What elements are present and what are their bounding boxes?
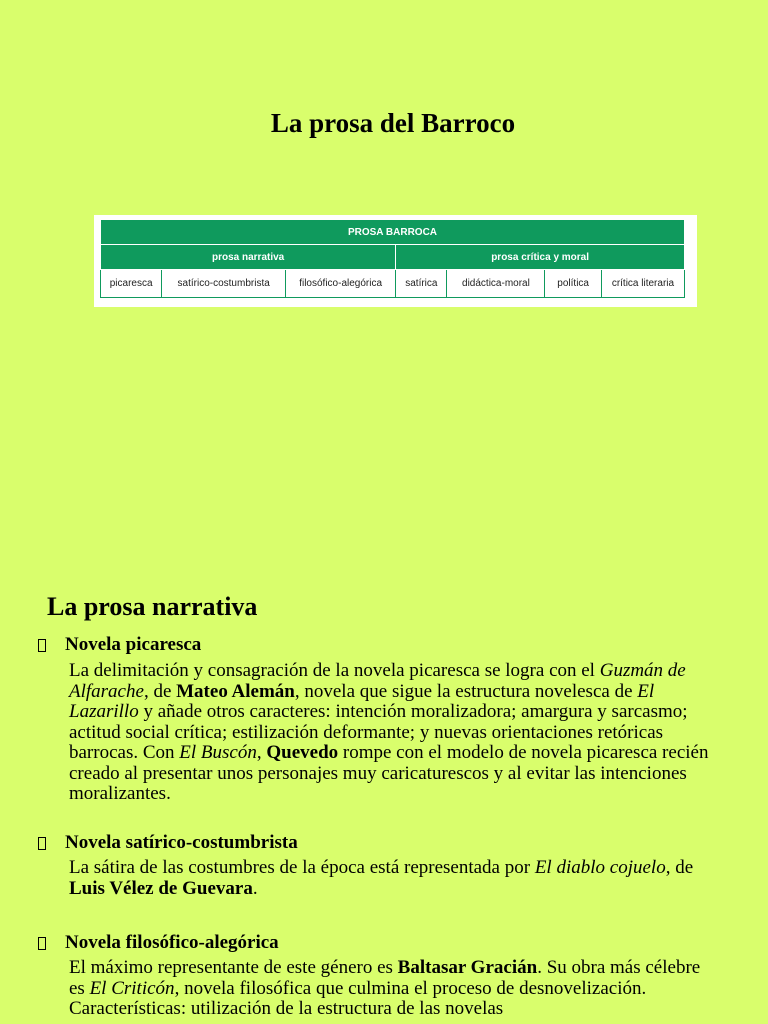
table-group-narrativa: prosa narrativa — [101, 245, 396, 270]
text: . — [252, 877, 258, 899]
table-cell: satírica — [396, 270, 447, 298]
square-bullet-icon — [38, 639, 46, 652]
work-title: El Lazarillo — [69, 680, 655, 722]
paragraph-satirico — [69, 858, 719, 899]
bullet-heading-filosofico — [38, 932, 279, 954]
author-name: Mateo Alemán — [176, 680, 295, 702]
text: El máximo representante de este género es — [69, 957, 398, 978]
heading-text: Novela picaresca — [65, 634, 202, 655]
work-title: El diablo cojuelo — [534, 857, 666, 878]
prosa-barroca-table-image — [94, 215, 697, 307]
text: , novela filosófica que culmina el proceso de desnovelización. Características: utilización de la estructura de las novelas — [69, 977, 647, 1019]
work-title: El Buscón — [179, 742, 257, 763]
work-title: El Criticón — [89, 977, 175, 999]
table-cell: política — [545, 270, 602, 298]
text: y añade otros caracteres: intención moralizadora; amargura y sarcasmo; actitud social crítica; estilización deformante; y nuevas orientaciones retóricas barrocas. Con — [69, 701, 688, 763]
bullet-heading-picaresca — [38, 634, 201, 656]
text: , de — [143, 680, 177, 702]
author-name: Baltasar Gracián — [397, 957, 538, 978]
text: rompe con el modelo de novela picaresca recién creado al presentar unos personajes muy caricaturescos y al evitar las intenciones moralizantes. — [69, 742, 709, 804]
heading-text: Novela satírico-costumbrista — [65, 832, 298, 853]
text: , — [256, 742, 267, 763]
section-title: La prosa narrativa — [47, 592, 258, 621]
prosa-barroca-table — [100, 219, 685, 298]
author-name: Luis Vélez de Guevara — [69, 877, 253, 899]
work-title: Guzmán de Alfarache — [69, 660, 686, 702]
table-header: PROSA BARROCA — [101, 220, 685, 245]
heading-text: Novela filosófico-alegórica — [65, 932, 279, 953]
author-name: Quevedo — [266, 742, 339, 763]
text: La sátira de las costumbres de la época está representada por — [69, 857, 535, 878]
bullet-heading-satirico — [38, 832, 298, 854]
table-cell: picaresca — [101, 270, 162, 298]
paragraph-filosofico — [69, 958, 719, 1020]
text: La delimitación y consagración de la novela picaresca se logra con el — [69, 660, 595, 681]
paragraph-picaresca — [69, 661, 719, 805]
text: , novela que sigue la estructura novelesca de — [294, 680, 638, 702]
table-cell: didáctica-moral — [447, 270, 545, 298]
table-cell: filosófico-alegórica — [286, 270, 396, 298]
text: . Su obra más célebre es — [69, 957, 701, 999]
text: , de — [665, 857, 694, 878]
slide-title: La prosa del Barroco — [270, 108, 516, 138]
table-cell: crítica literaria — [601, 270, 684, 298]
table-cell: satírico-costumbrista — [162, 270, 286, 298]
table-group-critica: prosa crítica y moral — [396, 245, 685, 270]
square-bullet-icon — [38, 837, 46, 850]
square-bullet-icon — [38, 937, 46, 950]
